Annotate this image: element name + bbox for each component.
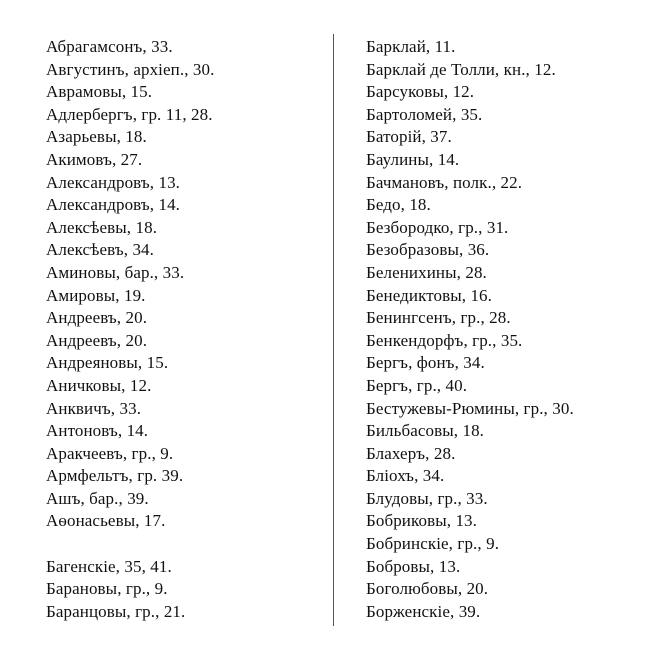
index-entry: Аминовы, бар., 33. <box>46 262 185 282</box>
index-entry: Акимовъ, 27. <box>46 149 143 169</box>
index-entry: Бенедиктовы, 16. <box>366 285 493 305</box>
index-entry: Бартоломей, 35. <box>366 104 483 124</box>
index-entry: Барклай де Толли, кн., 12. <box>366 59 556 79</box>
index-entry: Армфельтъ, гр. 39. <box>46 466 184 486</box>
index-entry: Баторій, 37. <box>366 127 452 147</box>
index-entry: Алексѣевы, 18. <box>46 217 158 237</box>
index-entry: Багенскіе, 35, 41. <box>46 556 172 576</box>
index-entry: Блахеръ, 28. <box>366 443 456 463</box>
index-entry: Антоновъ, 14. <box>46 421 149 441</box>
index-entry: Алексѣевъ, 34. <box>46 240 155 260</box>
index-entry: Анквичъ, 33. <box>46 398 142 418</box>
index-entry: Барсуковы, 12. <box>366 82 475 102</box>
index-entry: Амировы, 19. <box>46 285 146 305</box>
index-entry: Аврамовы, 15. <box>46 82 153 102</box>
index-entry: Бедо, 18. <box>366 195 431 215</box>
index-entry: Борженскіе, 39. <box>366 601 481 621</box>
index-entry: Абрагамсонъ, 33. <box>46 37 173 56</box>
index-entry: Андреевъ, 20. <box>46 308 148 328</box>
right-column <box>366 36 646 623</box>
index-entry: Барановы, гр., 9. <box>46 579 168 599</box>
index-entry: Бенкендорфъ, гр., 35. <box>366 330 523 350</box>
index-entry: Александровъ, 14. <box>46 195 181 215</box>
index-entry: Аракчеевъ, гр., 9. <box>46 443 174 463</box>
index-entry: Беленихины, 28. <box>366 262 487 282</box>
section-gap <box>46 533 336 556</box>
index-entry: Адлербергъ, гр. 11, 28. <box>46 104 213 124</box>
index-entry: Аѳонасьевы, 17. <box>46 511 166 531</box>
index-entry: Азарьевы, 18. <box>46 127 147 147</box>
index-entry: Бестужевы-Рюмины, гр., 30. <box>366 398 574 418</box>
index-entry: Андреевъ, 20. <box>46 330 148 350</box>
index-entry: Бильбасовы, 18. <box>366 421 485 441</box>
index-entry: Бліохъ, 34. <box>366 466 445 486</box>
index-entry: Бергъ, фонъ, 34. <box>366 353 485 373</box>
index-entry: Бобриковы, 13. <box>366 511 478 531</box>
index-entry: Бергъ, гр., 40. <box>366 375 468 395</box>
index-entry: Баулины, 14. <box>366 149 460 169</box>
index-entry: Барклай, 11. <box>366 37 456 56</box>
index-entry: Бенингсенъ, гр., 28. <box>366 308 511 328</box>
index-entry: Блудовы, гр., 33. <box>366 488 488 508</box>
index-entry: Аничковы, 12. <box>46 375 152 395</box>
index-entry: Ашъ, бар., 39. <box>46 488 149 508</box>
index-entry: Бачмановъ, полк., 22. <box>366 172 523 192</box>
index-entry: Августинъ, архiеп., 30. <box>46 59 215 79</box>
index-entry: Баранцовы, гр., 21. <box>46 601 186 621</box>
left-column <box>46 36 336 623</box>
index-entry: Безбородко, гр., 31. <box>366 217 509 237</box>
index-entry: Безобразовы, 36. <box>366 240 490 260</box>
index-entry: Андреяновы, 15. <box>46 353 169 373</box>
column-divider <box>333 34 334 626</box>
index-entry: Александровъ, 13. <box>46 172 181 192</box>
index-entry: Бобринскіе, гр., 9. <box>366 534 500 554</box>
index-entry: Бобровы, 13. <box>366 556 461 576</box>
index-entry: Боголюбовы, 20. <box>366 579 489 599</box>
